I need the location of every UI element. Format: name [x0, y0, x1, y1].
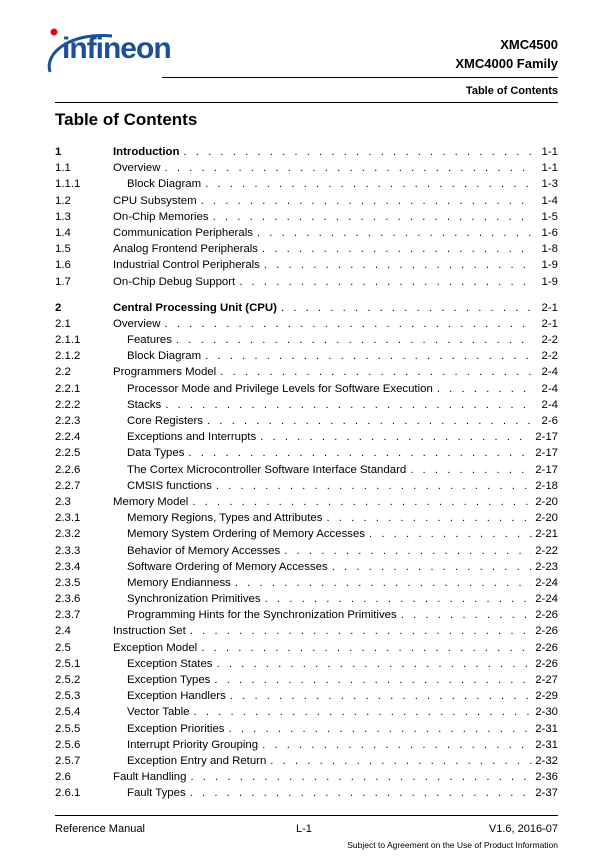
toc-entry-page[interactable]: 2-37: [535, 787, 558, 800]
toc-entry-number: 2.6.1: [55, 787, 81, 800]
toc-entry-title[interactable]: Synchronization Primitives: [127, 593, 261, 606]
toc-leader-dots: [261, 591, 532, 607]
toc-entry-title[interactable]: Industrial Control Peripherals: [113, 259, 260, 272]
toc-entry-page[interactable]: 2-4: [541, 398, 558, 411]
toc-entry[interactable]: [55, 257, 558, 273]
toc-entry-page[interactable]: 2-31: [535, 738, 558, 751]
toc-entry-title[interactable]: On-Chip Memories: [113, 210, 209, 223]
toc-leader-dots: [433, 381, 532, 397]
toc-entry[interactable]: [55, 429, 558, 445]
toc-entry[interactable]: [55, 543, 558, 559]
toc-entry[interactable]: [55, 241, 558, 257]
toc-entry[interactable]: [55, 575, 558, 591]
toc-entry-title[interactable]: The Cortex Microcontroller Software Interface Standard: [127, 463, 407, 476]
toc-entry-number: 1.1.1: [55, 178, 81, 191]
toc-entry-title[interactable]: Fault Types: [127, 787, 186, 800]
toc-entry-number: 2.3.4: [55, 560, 81, 573]
toc-entry-page[interactable]: 2-32: [535, 754, 558, 767]
toc-leader-dots: [266, 753, 532, 769]
toc-entry[interactable]: [55, 688, 558, 704]
toc-entry-number: 2.2.2: [55, 398, 81, 411]
toc-entry-number: 2.5.7: [55, 754, 81, 767]
toc-entry[interactable]: [55, 144, 558, 160]
toc-entry-page[interactable]: 2-29: [535, 690, 558, 703]
toc-entry-title[interactable]: Core Registers: [127, 415, 203, 427]
toc-entry[interactable]: [55, 672, 558, 688]
toc-entry-title[interactable]: Software Ordering of Memory Accesses: [127, 560, 328, 573]
toc-entry-page[interactable]: 2-2: [541, 334, 558, 347]
product-title-2: XMC4000 Family: [455, 56, 558, 71]
toc-leader-dots: [406, 462, 532, 478]
footer-page-number: L-1: [296, 823, 312, 835]
toc-leader-dots: [235, 274, 532, 290]
toc-entry-page[interactable]: 2-1: [541, 317, 558, 330]
toc-entry-number: 1.3: [55, 210, 71, 223]
toc-leader-dots: [186, 785, 532, 801]
toc-entry-page[interactable]: 2-4: [541, 382, 558, 395]
toc-entry-page[interactable]: 1-1: [541, 146, 558, 158]
toc-entry-title[interactable]: Central Processing Unit (CPU): [113, 301, 277, 314]
header-divider: [162, 77, 558, 78]
toc-leader-dots: [280, 543, 532, 559]
toc-entry-title[interactable]: Fault Handling: [113, 771, 187, 784]
toc-entry[interactable]: [55, 462, 558, 478]
toc-entry-number: 2.2.7: [55, 479, 81, 492]
toc-entry-number: 2.2.5: [55, 447, 81, 460]
toc-leader-dots: [201, 176, 532, 192]
toc-entry-page[interactable]: 2-6: [541, 415, 558, 427]
toc-entry[interactable]: [55, 721, 558, 737]
toc-entry-number: 2.5.5: [55, 722, 81, 735]
toc-entry-page[interactable]: 2-27: [535, 674, 558, 686]
toc-entry[interactable]: [55, 753, 558, 769]
toc-leader-dots: [365, 526, 532, 542]
toc-leader-dots: [186, 769, 532, 785]
toc-entry-number: 1.7: [55, 275, 71, 288]
toc-entry[interactable]: [55, 526, 558, 542]
toc-entry-page[interactable]: 2-20: [535, 512, 558, 525]
toc-entry-page[interactable]: 2-2: [541, 350, 558, 363]
toc-entry-title[interactable]: Features: [127, 334, 172, 347]
toc-entry-page[interactable]: 2-4: [541, 366, 558, 379]
toc-entry-page[interactable]: 2-31: [535, 722, 558, 735]
toc-entry[interactable]: [55, 607, 558, 623]
toc-entry-title[interactable]: Memory Endianness: [127, 576, 231, 589]
toc-entry[interactable]: [55, 769, 558, 785]
toc-entry-title[interactable]: Introduction: [113, 146, 180, 158]
footer-doc-type: Reference Manual: [55, 823, 145, 835]
toc-entry[interactable]: [55, 510, 558, 526]
toc-leader-dots: [188, 494, 532, 510]
toc-entry[interactable]: [55, 413, 558, 429]
toc-entry[interactable]: [55, 176, 558, 192]
toc-entry-number: 1.6: [55, 259, 71, 272]
toc-leader-dots: [225, 721, 533, 737]
toc-entry-number: 2.1.1: [55, 334, 81, 347]
toc-entry[interactable]: [55, 494, 558, 510]
footer-divider: [55, 815, 558, 816]
toc-entry-number: 2.3: [55, 495, 71, 508]
toc-leader-dots: [258, 241, 532, 257]
toc-entry-number: 1.5: [55, 243, 71, 256]
toc-entry[interactable]: [55, 704, 558, 720]
footer-version: V1.6, 2016-07: [488, 823, 558, 835]
toc-entry-page[interactable]: 1-9: [541, 275, 558, 288]
toc-leader-dots: [258, 737, 532, 753]
toc-entry[interactable]: [55, 785, 558, 801]
toc-entry[interactable]: [55, 397, 558, 413]
header-divider-2: [55, 102, 558, 103]
toc-entry[interactable]: [55, 656, 558, 672]
toc-entry-page[interactable]: 1-1: [541, 162, 558, 175]
toc-entry-number: 2.1.2: [55, 350, 81, 363]
toc-leader-dots: [179, 144, 532, 160]
toc-entry-title[interactable]: Memory Regions, Types and Attributes: [127, 512, 323, 525]
toc-entry-page[interactable]: 2-23: [535, 560, 558, 573]
toc-leader-dots: [161, 397, 532, 413]
toc-entry-title[interactable]: Block Diagram: [127, 350, 202, 363]
toc-entry-page[interactable]: 1-8: [541, 243, 558, 256]
toc-entry-title[interactable]: Vector Table: [127, 706, 190, 719]
toc-entry-title[interactable]: Instruction Set: [113, 625, 186, 638]
toc-leader-dots: [231, 575, 532, 591]
footer-legal-note: Subject to Agreement on the Use of Product Information: [347, 840, 558, 850]
toc-leader-dots: [210, 672, 532, 688]
toc-entry[interactable]: [55, 300, 558, 316]
toc-leader-dots: [160, 316, 532, 332]
toc-entry[interactable]: [55, 445, 558, 461]
toc-leader-dots: [209, 209, 532, 225]
toc-entry-page[interactable]: 2-17: [535, 431, 558, 444]
toc-entry-page[interactable]: 2-1: [541, 301, 558, 314]
toc-entry[interactable]: [55, 381, 558, 397]
toc-leader-dots: [184, 445, 532, 461]
toc-entry-page[interactable]: 2-21: [535, 528, 558, 541]
toc-entry-number: 2: [55, 301, 62, 314]
toc-entry-page[interactable]: 2-26: [535, 625, 558, 638]
toc-entry-number: 2.2.4: [55, 431, 81, 444]
toc-entry[interactable]: [55, 623, 558, 639]
toc-entry-title[interactable]: CPU Subsystem: [113, 194, 197, 207]
toc-leader-dots: [212, 478, 532, 494]
toc-entry-number: 1.4: [55, 226, 71, 239]
header-section-label: Table of Contents: [465, 85, 558, 97]
toc-entry-page[interactable]: 2-17: [535, 463, 558, 476]
toc-entry[interactable]: [55, 209, 558, 225]
toc-entry-number: 2.4: [55, 625, 71, 638]
toc-entry-number: 2.3.6: [55, 593, 81, 606]
toc-entry-number: 2.5.1: [55, 657, 81, 670]
toc-leader-dots: [277, 300, 532, 316]
toc-entry-title[interactable]: Memory System Ordering of Memory Accesses: [127, 528, 366, 541]
toc-leader-dots: [397, 607, 532, 623]
toc-entry-page[interactable]: 2-18: [535, 479, 558, 492]
toc-leader-dots: [328, 559, 532, 575]
toc-entry-number: 1: [55, 146, 62, 158]
toc-leader-dots: [197, 193, 532, 209]
toc-entry[interactable]: [55, 274, 558, 290]
toc-entry-title[interactable]: CMSIS functions: [127, 479, 212, 492]
toc-entry-page[interactable]: 1-9: [541, 259, 558, 272]
toc-entry-number: 2.5.2: [55, 674, 81, 686]
toc-entry-title[interactable]: Exception Model: [113, 641, 198, 654]
toc-entry-page[interactable]: 2-26: [535, 609, 558, 622]
toc-entry-number: 2.3.5: [55, 576, 81, 589]
toc-entry-title[interactable]: Processor Mode and Privilege Levels for Software Execution: [127, 382, 433, 395]
toc-entry[interactable]: [55, 332, 558, 348]
toc-leader-dots: [172, 332, 532, 348]
toc-entry-title[interactable]: Memory Model: [113, 495, 189, 508]
toc-entry-title[interactable]: Analog Frontend Peripherals: [113, 243, 259, 256]
toc-entry[interactable]: [55, 559, 558, 575]
toc-entry-number: 2.3.2: [55, 528, 81, 541]
product-title-1: XMC4500: [500, 37, 558, 52]
toc-entry-number: 2.3.1: [55, 512, 81, 525]
toc-entry[interactable]: [55, 160, 558, 176]
toc-entry-title[interactable]: Communication Peripherals: [113, 226, 253, 239]
toc-entry-page[interactable]: 1-5: [541, 210, 558, 223]
toc-entry-number: 2.2.6: [55, 463, 81, 476]
toc-entry[interactable]: [55, 364, 558, 380]
toc-entry-number: 2.2.1: [55, 382, 81, 395]
page-title: Table of Contents: [55, 110, 198, 129]
toc-leader-dots: [189, 704, 532, 720]
toc-entry-title[interactable]: Exception Priorities: [127, 722, 225, 735]
toc-entry-page[interactable]: 2-20: [535, 495, 558, 508]
toc-entry-title[interactable]: Behavior of Memory Accesses: [127, 544, 281, 557]
toc-entry[interactable]: [55, 737, 558, 753]
toc-entry-page[interactable]: 2-30: [535, 706, 558, 719]
toc-entry-title[interactable]: Exception Entry and Return: [127, 754, 267, 767]
toc-entry[interactable]: [55, 640, 558, 656]
toc-entry-number: 1.1: [55, 162, 71, 175]
toc-entry-title[interactable]: Interrupt Priority Grouping: [127, 738, 259, 751]
toc-leader-dots: [201, 348, 532, 364]
toc-entry-page[interactable]: 1-4: [541, 194, 558, 207]
toc-entry-number: 2.5.3: [55, 690, 81, 703]
toc-entry-page[interactable]: 2-17: [535, 447, 558, 460]
toc-entry-page[interactable]: 2-36: [535, 771, 558, 784]
toc-entry-number: 2.6: [55, 771, 71, 784]
toc-entry-page[interactable]: 2-24: [535, 576, 558, 589]
toc-entry-page[interactable]: 2-26: [535, 657, 558, 670]
toc-entry-number: 2.5.4: [55, 706, 81, 719]
toc-entry-title[interactable]: Data Types: [127, 447, 185, 460]
toc-entry-page[interactable]: 2-24: [535, 593, 558, 606]
toc-entry-title[interactable]: Exception Handlers: [127, 690, 226, 703]
toc-leader-dots: [197, 640, 532, 656]
toc-entry-number: 2.3.7: [55, 609, 81, 622]
toc-leader-dots: [186, 623, 532, 639]
toc-entry-number: 2.3.3: [55, 544, 81, 557]
toc-entry[interactable]: [55, 478, 558, 494]
toc-entry-number: 2.2: [55, 366, 71, 379]
toc-entry-title[interactable]: Programmers Model: [113, 366, 217, 379]
toc-entry-title[interactable]: On-Chip Debug Support: [113, 275, 236, 288]
toc-entry-title[interactable]: Overview: [113, 162, 161, 175]
toc-entry-title[interactable]: Exception Types: [127, 674, 211, 686]
toc-entry-number: 2.5: [55, 641, 71, 654]
toc-leader-dots: [256, 429, 532, 445]
toc-leader-dots: [253, 225, 532, 241]
toc-entry-title[interactable]: Stacks: [127, 398, 162, 411]
toc-entry-number: 1.2: [55, 194, 71, 207]
toc-entry-title[interactable]: Overview: [113, 317, 161, 330]
toc-entry-page[interactable]: 2-22: [535, 544, 558, 557]
toc-entry-number: 2.2.3: [55, 415, 81, 427]
toc-entry-title[interactable]: Block Diagram: [127, 178, 202, 191]
toc-leader-dots: [203, 413, 532, 429]
toc-entry-page[interactable]: 1-6: [541, 226, 558, 239]
toc-leader-dots: [160, 160, 532, 176]
logo-wordmark: infineon: [62, 32, 171, 65]
toc-entry-page[interactable]: 1-3: [541, 178, 558, 191]
toc-leader-dots: [216, 364, 532, 380]
toc-entry-number: 2.5.6: [55, 738, 81, 751]
toc-entry-title[interactable]: Exceptions and Interrupts: [127, 431, 257, 444]
table-of-contents: [55, 144, 558, 802]
toc-entry[interactable]: [55, 193, 558, 209]
toc-entry[interactable]: [55, 316, 558, 332]
toc-entry[interactable]: [55, 225, 558, 241]
toc-entry-title[interactable]: Exception States: [127, 657, 213, 670]
toc-entry-page[interactable]: 2-26: [535, 641, 558, 654]
toc-entry-title[interactable]: Programming Hints for the Synchronization Primitives: [127, 609, 397, 622]
logo-dot-icon: [50, 28, 58, 36]
toc-leader-dots: [322, 510, 532, 526]
toc-entry[interactable]: [55, 591, 558, 607]
toc-entry-number: 2.1: [55, 317, 71, 330]
toc-entry[interactable]: [55, 348, 558, 364]
toc-leader-dots: [212, 656, 532, 672]
toc-leader-dots: [260, 257, 532, 273]
toc-leader-dots: [226, 688, 532, 704]
